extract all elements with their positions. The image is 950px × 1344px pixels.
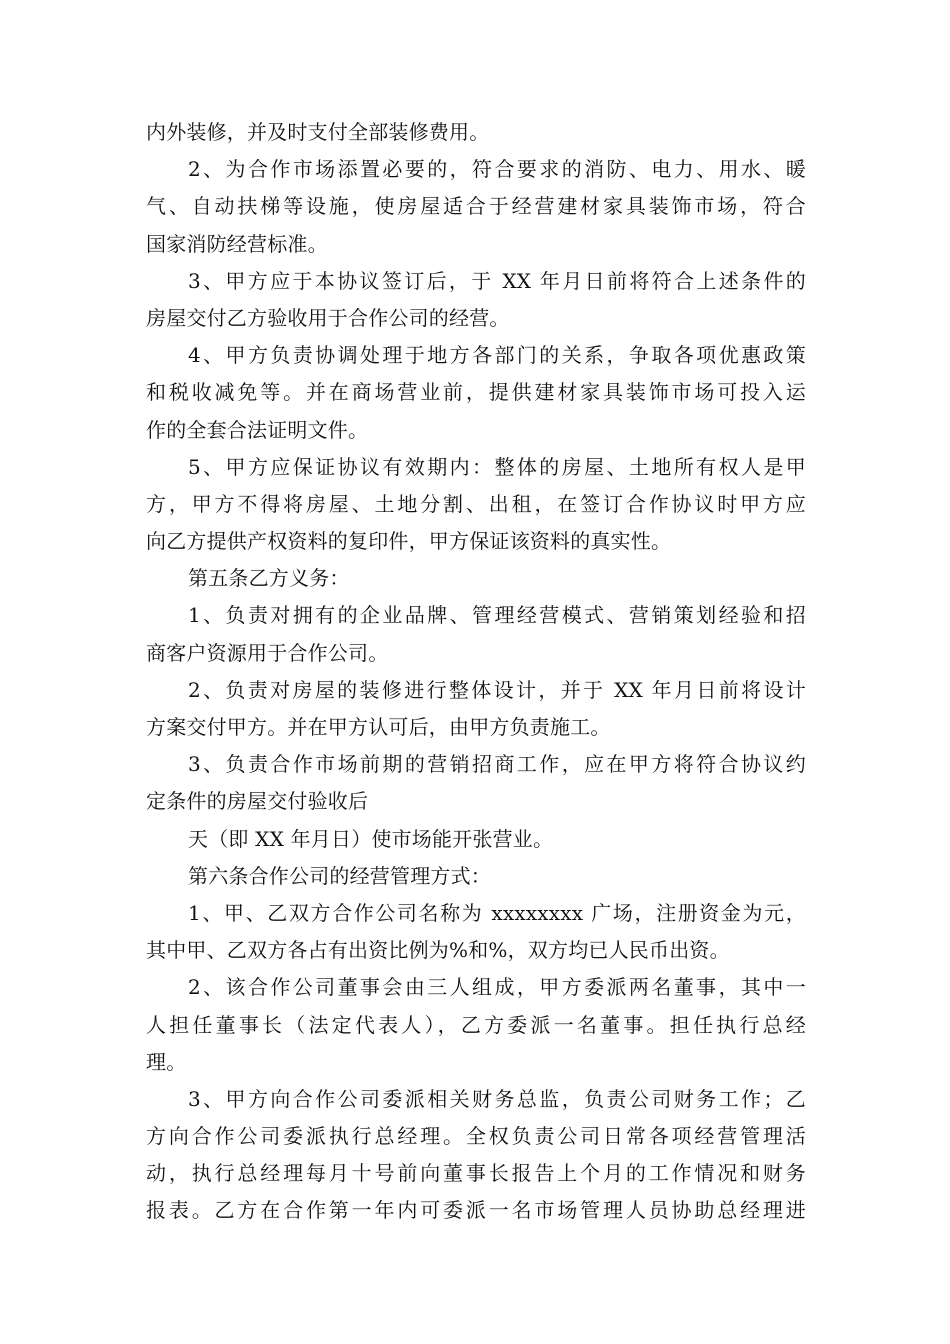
text-line: 动，执行总经理每月十号前向董事长报告上个月的工作情况和财务 [146, 1161, 806, 1186]
text-line: 4、甲方负责协调处理于地方各部门的关系，争取各项优惠政策 [188, 343, 806, 368]
text-line: 商客户资源用于合作公司。 [146, 640, 389, 665]
text-line: 3、负责合作市场前期的营销招商工作，应在甲方将符合协议约 [188, 752, 806, 777]
text-line: 定条件的房屋交付验收后 [146, 789, 369, 814]
text-line: 内外装修，并及时支付全部装修费用。 [146, 120, 490, 144]
text-line: 向乙方提供产权资料的复印件，甲方保证该资料的真实性。 [146, 529, 672, 554]
text-line: 2、为合作市场添置必要的，符合要求的消防、电力、用水、暖 [188, 157, 806, 182]
text-line: 理。 [146, 1049, 187, 1074]
text-line: 3、甲方向合作公司委派相关财务总监，负责公司财务工作；乙 [188, 1086, 806, 1111]
text-line: 2、该合作公司董事会由三人组成，甲方委派两名董事，其中一 [188, 975, 806, 1000]
text-line: 和税收减免等。并在商场营业前，提供建材家具装饰市场可投入运 [146, 380, 806, 405]
text-line: 报表。乙方在合作第一年内可委派一名市场管理人员协助总经理进 [146, 1198, 806, 1223]
text-line: 1、负责对拥有的企业品牌、管理经营模式、营销策划经验和招 [188, 603, 806, 628]
text-line: 其中甲、乙双方各占有出资比例为%和%，双方均已人民币出资。 [146, 938, 730, 963]
text-line: 方向合作公司委派执行总经理。全权负责公司日常各项经营管理活 [146, 1124, 806, 1149]
text-line: 方，甲方不得将房屋、土地分割、出租，在签订合作协议时甲方应 [146, 491, 806, 516]
text-line: 3、甲方应于本协议签订后，于 XX 年月日前将符合上述条件的 [188, 268, 806, 293]
text-line: 方案交付甲方。并在甲方认可后，由甲方负责施工。 [146, 715, 611, 739]
text-line: 国家消防经营标准。 [146, 231, 328, 256]
text-line: 人担任董事长（法定代表人），乙方委派一名董事。担任执行总经 [146, 1012, 806, 1037]
text-line: 1、甲、乙双方合作公司名称为 xxxxxxxx 广场，注册资金为元， [188, 900, 806, 925]
text-line: 天（即 XX 年月日）使市场能开张营业。 [188, 826, 554, 851]
text-line: 第六条合作公司的经营管理方式： [188, 863, 491, 888]
text-line: 5、甲方应保证协议有效期内：整体的房屋、土地所有权人是甲 [188, 454, 806, 479]
text-line: 气、自动扶梯等设施，使房屋适合于经营建材家具装饰市场，符合 [146, 194, 806, 219]
text-line: 作的全套合法证明文件。 [146, 417, 369, 442]
text-line: 房屋交付乙方验收用于合作公司的经营。 [146, 305, 510, 330]
text-line: 第五条乙方义务： [188, 566, 350, 591]
text-line: 2、负责对房屋的装修进行整体设计，并于 XX 年月日前将设计 [188, 677, 806, 702]
document-page [146, 114, 806, 1230]
